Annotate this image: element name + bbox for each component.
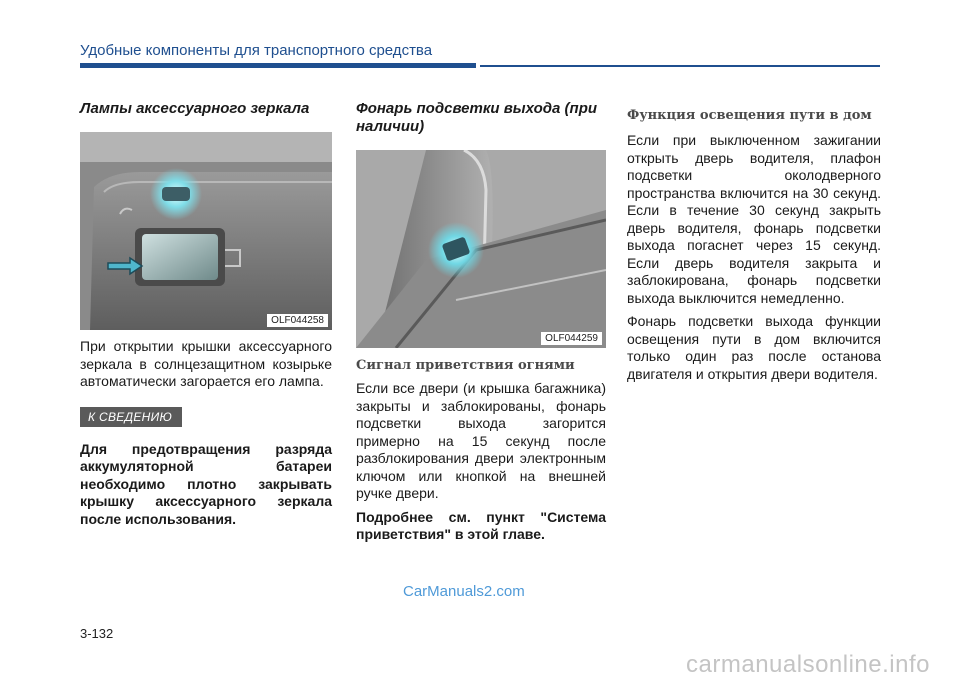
column-puddle-lamp xyxy=(356,100,606,550)
info-badge: К СВЕДЕНИЮ xyxy=(80,407,182,427)
section-header-title: Удобные компоненты для транспортного средства xyxy=(80,42,433,59)
escort-light-body-2: Фонарь подсветки выхода функции освещения пути в дом включится только один раз после останова двигателя и открытия двери водителя. xyxy=(627,313,881,382)
vanity-mirror-illustration xyxy=(80,132,332,330)
page-number: 3-132 xyxy=(80,626,114,641)
escort-light-body-1: Если при выключенном зажигании открыть дверь водителя, плафон подсветки околодверного пространства включится на 30 секунд. Если в течение 30 секунд закрыть дверь водителя, фонарь подсветки выхода погаснет через 15 секунд. Если дверь водителя закрыта и заблокирована, фонарь подсветки выхода выключится немедленно. xyxy=(627,132,881,306)
escort-light-subheading: Функция освещения пути в дом xyxy=(627,108,872,123)
header-rule-thin xyxy=(480,65,880,67)
column-vanity-mirror-lamp xyxy=(80,100,332,534)
welcome-system-note: Подробнее см. пункт "Система приветствия" в этой главе. xyxy=(356,508,606,542)
watermark-carmanuals2: CarManuals2.com xyxy=(403,583,525,600)
figure-label: OLF044258 xyxy=(267,314,328,327)
watermark-carmanualsonline: carmanualsonline.info xyxy=(686,651,930,678)
vanity-lamp-body: При открытии крышки аксессуарного зеркала в солнцезащитном козырьке автоматически загорается его лампа. xyxy=(80,338,332,389)
side-mirror-illustration xyxy=(356,150,606,348)
vanity-mirror-figure xyxy=(80,132,332,330)
puddle-lamp-heading: Фонарь подсветки выхода (при наличии) xyxy=(356,100,598,135)
welcome-light-subheading: Сигнал приветствия огнями xyxy=(356,358,575,373)
figure-label: OLF044259 xyxy=(541,332,602,345)
header-rule-thick xyxy=(80,63,476,68)
battery-note: Для предотвращения разряда аккумуляторной батареи необходимо плотно закрывать крышку аксессуарного зеркала после использования. xyxy=(80,440,332,527)
welcome-light-body: Если все двери (и крышка багажника) закрыты и заблокированы, фонарь подсветки выхода загорится примерно на 15 секунд после разблокирования двери электронным ключом или кнопкой на внешней ручке двери. xyxy=(356,380,606,501)
vanity-lamp-heading: Лампы аксессуарного зеркала xyxy=(80,100,310,117)
column-escort-light xyxy=(627,108,881,389)
side-mirror-figure xyxy=(356,150,606,348)
